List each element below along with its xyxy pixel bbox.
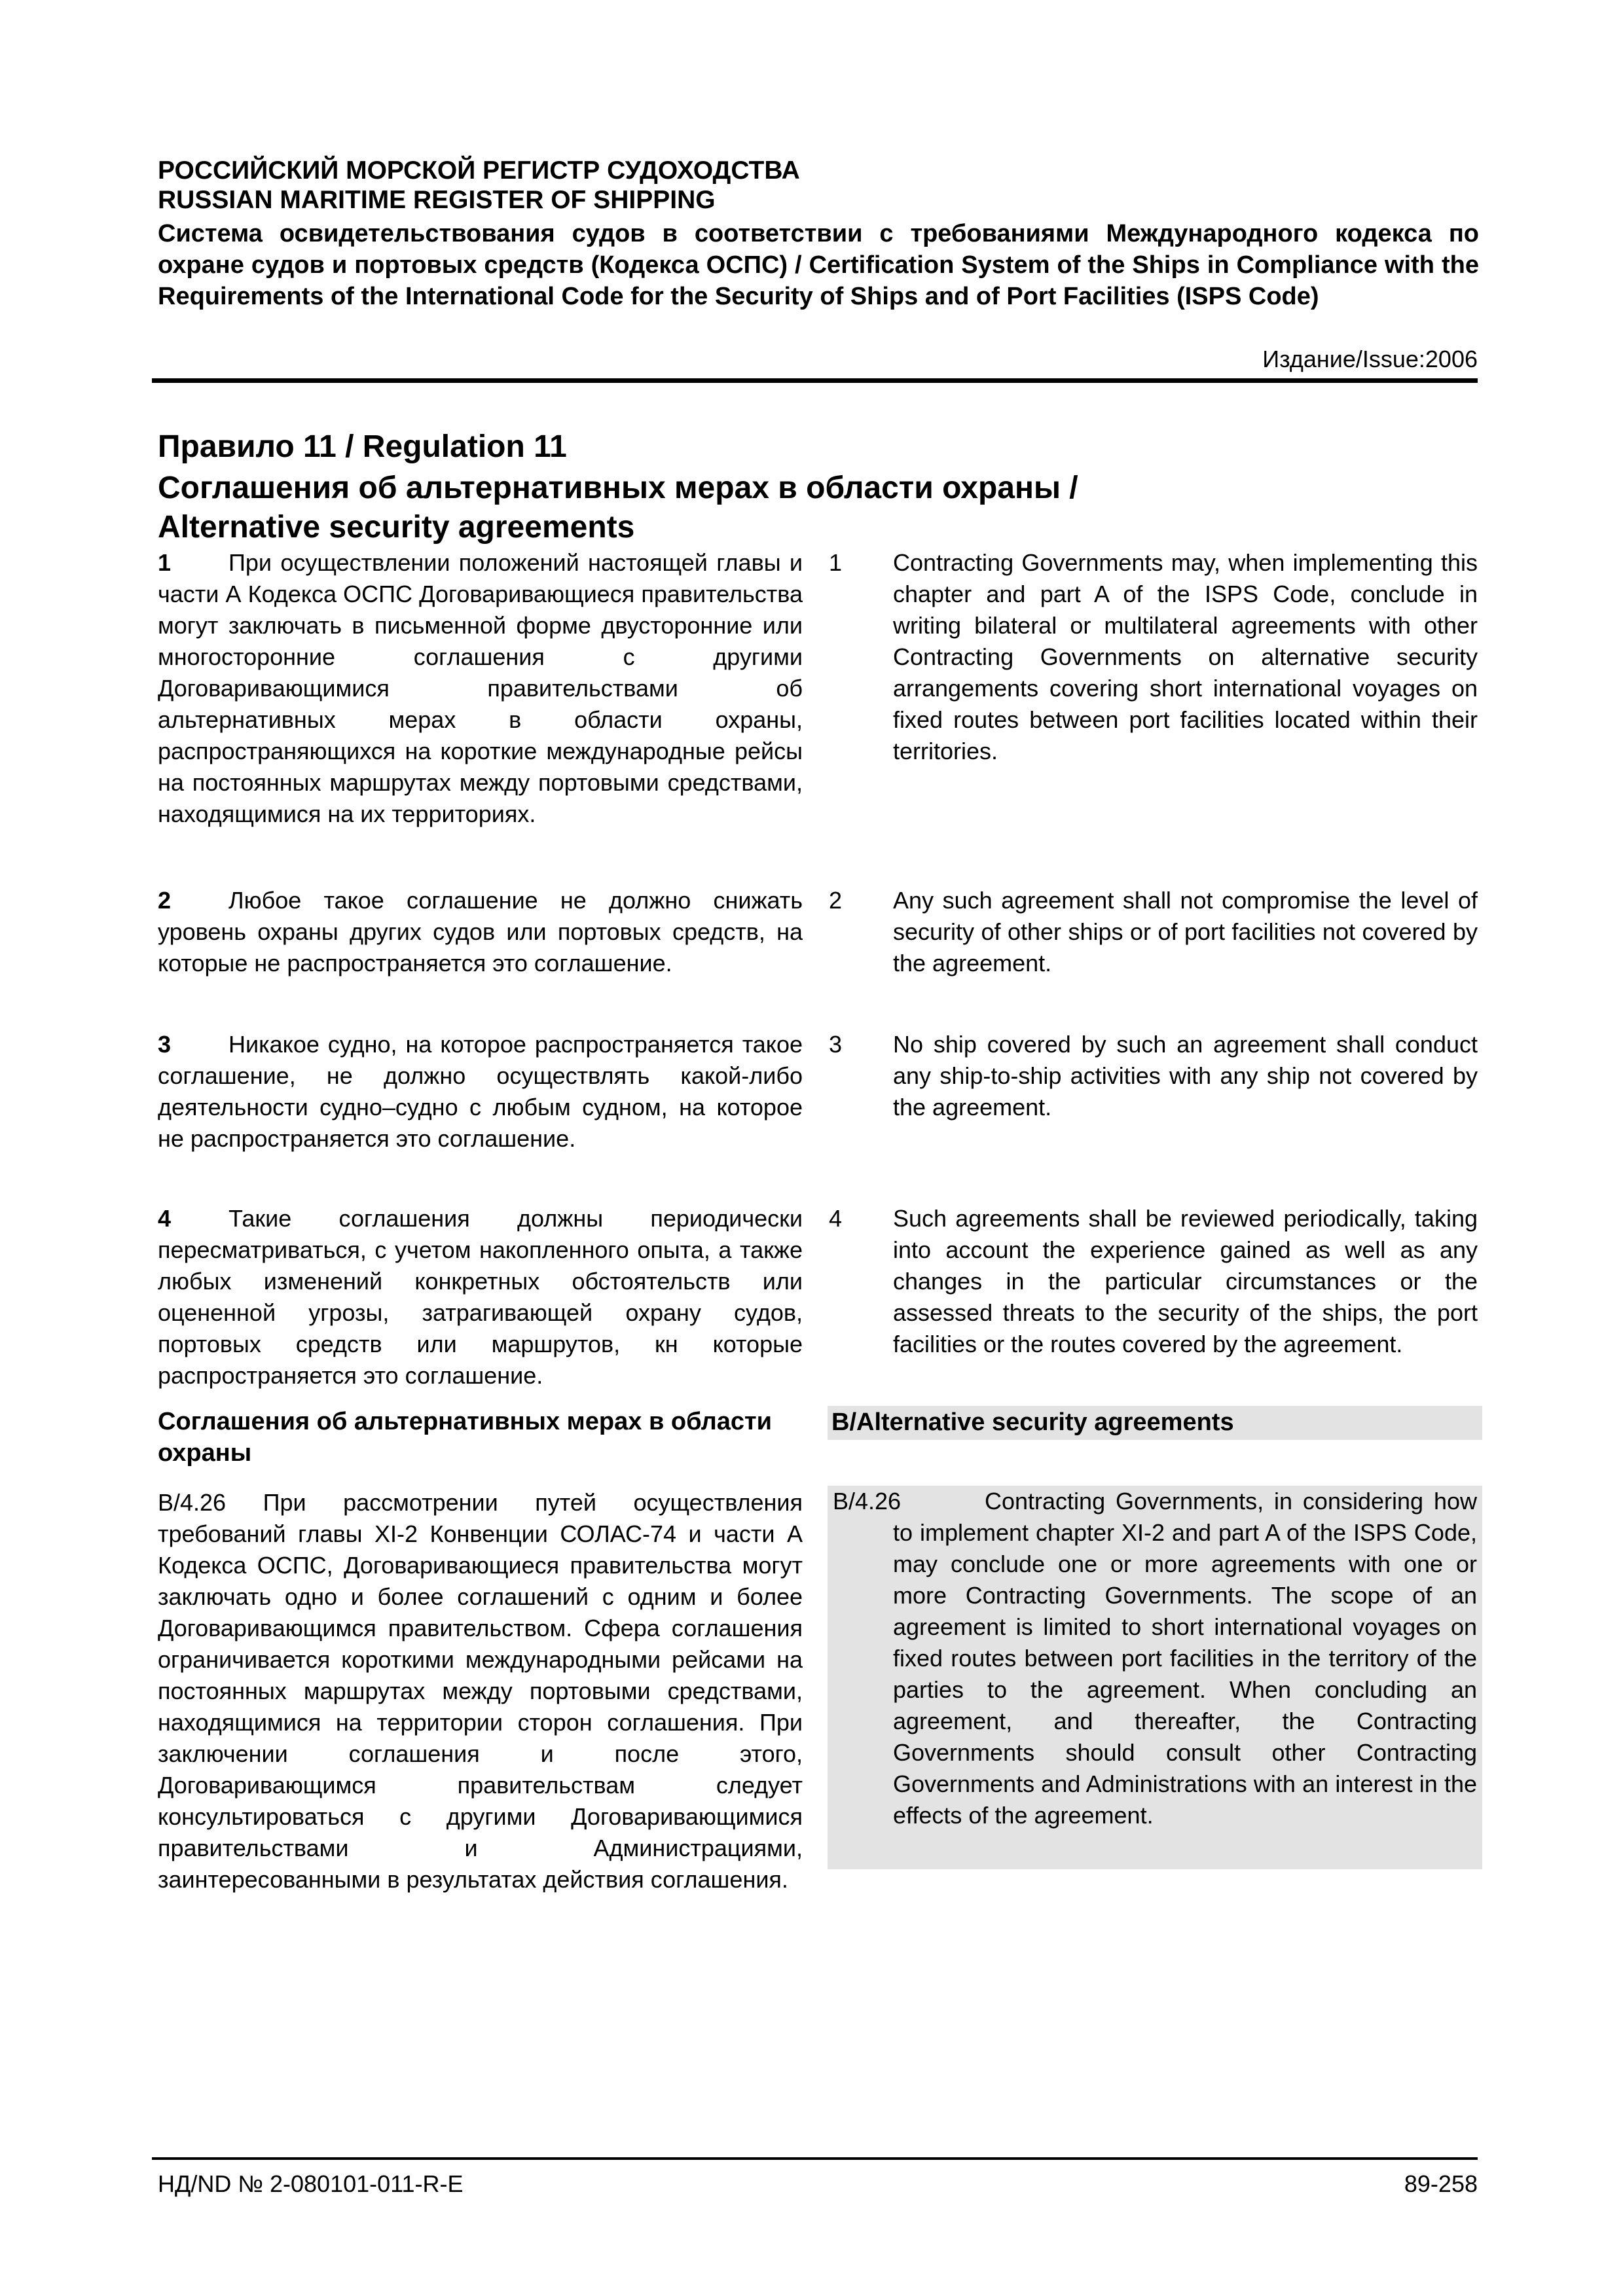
system-title: Система освидетельствования судов в соответствии с требованиями Международного кодекса по охране судов и портовых средств (Кодекса ОСПС) / Certification System of the Ships in Compliance with the Requirements of the International Code for the Security of Ships and of Port Facilities (ISPS Code) [158,220,1479,310]
paragraph-2-ru [158,885,803,979]
paragraph-text: Никакое судно, на которое распространяется такое соглашение, не должно осуществлять какой-либо деятельности судно–судно с любым судном, на которое не распространяется это соглашение. [158,1031,803,1152]
paragraph-4-en: Such agreements shall be reviewed periodically, taking into account the experience gained as well as any changes in the particular circumstances or the assessed threats to the security of the ships, the port facilities or the routes covered by the agreement. [893,1205,1478,1357]
paragraph-4-number-en: 4 [829,1205,843,1232]
part-b-heading-ru: Соглашения об альтернативных мерах в области охраны [158,1408,772,1467]
paragraph-number: 2 [158,887,172,914]
org-name-en: RUSSIAN MARITIME REGISTER OF SHIPPING [158,186,716,214]
regulation-title-en: Alternative security agreements [158,510,635,545]
b426-text-ru: B/4.26 При рассмотрении путей осуществления требований главы XI-2 Конвенции СОЛАС-74 и части А Кодекса ОСПС, Договаривающиеся правительства могут заключать одно и более соглашений с одним и более Договаривающимся правительством. Сфера соглашения ограничивается короткими международными рейсами на постоянных маршрутах между портовыми средствами, находящимися на территории сторон соглашения. При заключении соглашения и после этого, Договаривающимся правительствам следует консультироваться с другими Договаривающимися правительствами и Администрациями, заинтересованными в результатах действия соглашения. [158,1489,803,1893]
paragraph-1-number-en: 1 [829,549,843,576]
paragraph-3-en: No ship covered by such an agreement shall conduct any ship-to-ship activities with any ship not covered by the agreement. [893,1031,1478,1121]
paragraph-number: 1 [158,549,172,576]
b426-label: B/4.26 [833,1488,902,1515]
paragraph-text: Такие соглашения должны периодически пересматриваться, с учетом накопленного опыта, а также любых изменений конкретных обстоятельств или оцененной угрозы, затрагивающей охрану судов, портовых средств или маршрутов, кн которые распространяется это соглашение. [158,1205,803,1389]
paragraph-number: 4 [158,1205,172,1232]
regulation-number: Правило 11 / Regulation 11 [158,429,567,464]
header-divider [152,378,1478,383]
regulation-title-ru: Соглашения об альтернативных мерах в области охраны / [158,471,1078,505]
paragraph-3-number-en: 3 [829,1031,843,1058]
paragraph-text: Любое такое соглашение не должно снижать уровень охраны других судов или портовых средств, на которые не распространяется это соглашение. [158,887,803,977]
paragraph-1-ru [158,547,803,830]
org-name-ru: РОССИЙСКИЙ МОРСКОЙ РЕГИСТР СУДОХОДСТВА [158,156,800,185]
paragraph-text: При осуществлении положений настоящей главы и части А Кодекса ОСПС Договаривающиеся правительства могут заключать в письменной форме двусторонние или многосторонние соглашения с другими Договаривающимися правительствами об альтернативных мерах в области охраны, распространяющихся на короткие международные рейсы на постоянных маршрутах между портовыми средствами, находящимися на их территориях. [158,549,803,827]
b426-text-en: Contracting Governments, in considering how to implement chapter XI-2 and part A of the ISPS Code, may conclude one or more agreements with one or more Contracting Governments. The scope of an agreement is limited to short international voyages on fixed routes between port facilities in the territory of the parties to the agreement. When concluding an agreement, and thereafter, the Contracting Governments should consult other Contracting Governments and Administrations with an interest in the effects of the agreement. [893,1488,1477,1829]
document-number: НД/ND № 2-080101-011-R-E [158,2170,464,2197]
paragraph-3-ru [158,1029,803,1155]
b426-block-en [828,1486,1482,1869]
footer-divider [152,2157,1478,2160]
paragraph-2-number-en: 2 [829,887,843,914]
paragraph-2-en: Any such agreement shall not compromise the level of security of other ships or of port facilities not covered by the agreement. [893,887,1478,977]
part-b-heading-en: B/Alternative security agreements [828,1406,1482,1440]
paragraph-4-ru [158,1203,803,1391]
paragraph-1-en: Contracting Governments may, when implementing this chapter and part A of the ISPS Code, conclude in writing bilateral or multilateral agreements with other Contracting Governments on alternative security arrangements covering short international voyages on fixed routes between port facilities located within their territories. [893,549,1478,764]
paragraph-number: 3 [158,1031,172,1058]
issue-label: Издание/Issue:2006 [1262,346,1478,372]
page-number: 89-258 [1404,2170,1478,2197]
